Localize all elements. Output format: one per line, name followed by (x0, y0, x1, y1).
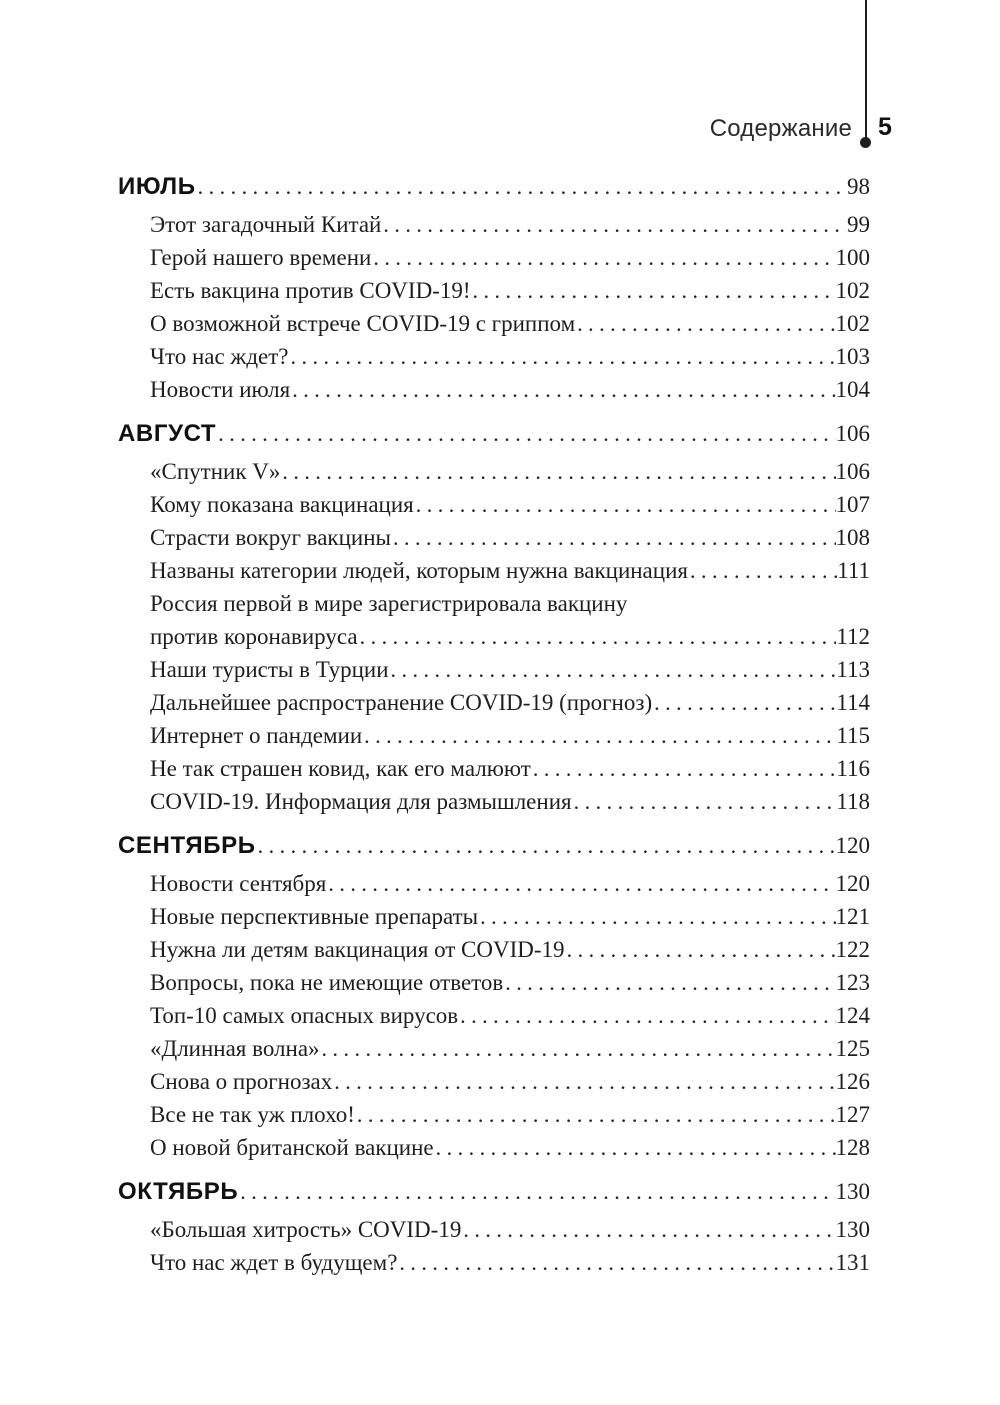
toc-entry-title: О возможной встрече COVID-19 с гриппом (150, 311, 576, 336)
toc-entry[interactable] (118, 1213, 870, 1246)
dot-leader (389, 653, 837, 686)
toc-entry-title: «Длинная волна» (150, 1036, 320, 1061)
dot-leader (414, 488, 836, 521)
toc-entry[interactable] (118, 241, 870, 274)
toc-entry-title: Снова о прогнозах (150, 1069, 333, 1094)
toc-entry-page-number: 120 (835, 871, 870, 896)
toc-entry-page-number: 125 (835, 1036, 870, 1061)
dot-leader (320, 1032, 836, 1065)
toc-entry-page-number: 104 (835, 377, 870, 402)
toc-entry[interactable] (118, 1032, 870, 1065)
month-title: ОКТЯБРЬ (118, 1178, 239, 1205)
toc-entry[interactable] (118, 966, 870, 999)
toc-entry[interactable] (118, 1131, 870, 1164)
dot-leader (371, 241, 835, 274)
toc-entry-title: Герой нашего времени (150, 245, 372, 270)
toc-entry-title: Этот загадочный Китай (150, 212, 382, 237)
toc-entry[interactable] (118, 1246, 870, 1279)
toc-entry-title: Все не так уж плохо! (150, 1102, 355, 1127)
toc-entry-page-number: 113 (836, 657, 870, 682)
dot-leader (391, 521, 836, 554)
dot-leader (288, 340, 835, 373)
toc-month-heading[interactable] (118, 415, 870, 453)
toc-entry-title: Что нас ждет? (150, 344, 289, 369)
toc-entry-title: COVID-19. Информация для размышления (150, 789, 572, 814)
toc-entry-page-number: 100 (835, 245, 870, 270)
dot-leader (355, 1098, 836, 1131)
dot-leader (358, 620, 837, 653)
toc-entry-page-number: 111 (837, 558, 870, 583)
toc-entry-title: Топ-10 самых опасных вирусов (150, 1003, 459, 1028)
dot-leader (461, 1213, 835, 1246)
dot-leader (196, 168, 847, 206)
toc-entry[interactable] (118, 1065, 870, 1098)
toc-entry-title: Кому показана вакцинация (150, 492, 414, 517)
dot-leader (332, 1065, 835, 1098)
toc-section (118, 415, 870, 818)
toc-entry-page-number: 106 (835, 459, 870, 484)
header-rule-dot (860, 137, 871, 148)
toc-entry-title: Интернет о пандемии (150, 723, 363, 748)
toc-entry-title: против коронавируса (150, 624, 358, 649)
toc-entry-page-number: 102 (835, 278, 870, 303)
toc-month-heading[interactable] (118, 827, 870, 865)
toc-entry[interactable] (118, 208, 870, 241)
toc-entry-title: Есть вакцина против COVID-19! (150, 278, 471, 303)
toc-entry[interactable] (118, 554, 870, 587)
dot-leader (280, 455, 835, 488)
month-page-number: 130 (835, 1179, 870, 1204)
toc-entry[interactable] (118, 785, 870, 818)
toc-entry[interactable] (118, 307, 870, 340)
toc-entry-title: Нужна ли детям вакцинация от COVID-19 (150, 937, 565, 962)
toc-entry-page-number: 102 (835, 311, 870, 336)
dot-leader (397, 1246, 835, 1279)
toc-section (118, 827, 870, 1164)
toc-entry[interactable] (118, 521, 870, 554)
dot-leader (503, 966, 835, 999)
toc-entry-page-number: 107 (835, 492, 870, 517)
toc-month-heading[interactable] (118, 168, 870, 206)
toc-entry-page-number: 128 (835, 1135, 870, 1160)
header-vertical-rule (865, 0, 867, 140)
toc-entry-title: О новой британской вакцине (150, 1135, 434, 1160)
toc-entry-page-number: 121 (835, 904, 870, 929)
toc-entry-page-number: 99 (847, 212, 870, 237)
dot-leader (256, 827, 836, 865)
dot-leader (471, 274, 836, 307)
month-title: СЕНТЯБРЬ (118, 832, 256, 859)
dot-leader (326, 867, 835, 900)
toc-entry-page-number: 124 (835, 1003, 870, 1028)
toc-entry-title: Страсти вокруг вакцины (150, 525, 391, 550)
toc-section (118, 1173, 870, 1279)
toc-entry-title: Новости сентября (150, 871, 327, 896)
toc-entry-page-number: 130 (835, 1217, 870, 1242)
toc-entry[interactable] (118, 686, 870, 719)
toc-entry-page-number: 122 (835, 937, 870, 962)
toc-entry-page-number: 103 (835, 344, 870, 369)
toc-entry[interactable] (118, 373, 870, 406)
dot-leader (362, 719, 836, 752)
toc-entry-page-number: 131 (835, 1250, 870, 1275)
dot-leader (290, 373, 835, 406)
toc-entry-page-number: 118 (836, 789, 870, 814)
dot-leader (575, 307, 835, 340)
toc-entry-title: Новые перспективные препараты (150, 904, 479, 929)
toc-entry-page-number: 108 (835, 525, 870, 550)
toc-entry[interactable] (118, 620, 870, 653)
dot-leader (381, 208, 847, 241)
toc-entry-title: Дальнейшее распространение COVID-19 (прогноз) (150, 690, 653, 715)
toc-entry[interactable] (118, 900, 870, 933)
toc-entry[interactable] (118, 1098, 870, 1131)
dot-leader (565, 933, 836, 966)
toc-entry[interactable] (118, 653, 870, 686)
month-page-number: 106 (835, 421, 870, 446)
dot-leader (688, 554, 837, 587)
toc-entry-page-number: 116 (836, 756, 870, 781)
dot-leader (216, 415, 835, 453)
dot-leader (478, 900, 835, 933)
dot-leader (434, 1131, 836, 1164)
toc-entry-page-number: 114 (836, 690, 870, 715)
month-title: ИЮЛЬ (118, 173, 196, 200)
toc-entry[interactable] (118, 719, 870, 752)
toc-month-heading[interactable] (118, 1173, 870, 1211)
toc-section (118, 168, 870, 406)
toc-entry-title: Новости июля (150, 377, 291, 402)
toc-entry-page-number: 115 (836, 723, 870, 748)
toc-entry[interactable] (118, 340, 870, 373)
toc-entry-title: Что нас ждет в будущем? (150, 1250, 398, 1275)
month-title: АВГУСТ (118, 420, 217, 447)
dot-leader (238, 1173, 835, 1211)
toc-entry-page-number: 126 (835, 1069, 870, 1094)
toc-entry-page-number: 123 (835, 970, 870, 995)
month-page-number: 120 (835, 833, 870, 858)
toc-entry-title: «Спутник V» (150, 459, 281, 484)
table-of-contents (118, 168, 870, 1288)
toc-entry[interactable] (118, 933, 870, 966)
dot-leader (531, 752, 837, 785)
toc-entry-page-number: 112 (836, 624, 870, 649)
toc-entry-title: «Большая хитрость» COVID-19 (150, 1217, 462, 1242)
toc-entry-title: Вопросы, пока не имеющие ответов (150, 970, 504, 995)
month-page-number: 98 (847, 174, 870, 199)
dot-leader (572, 785, 837, 818)
toc-entry-title: Не так страшен ковид, как его малюют (150, 756, 531, 781)
running-header-page-number: 5 (878, 113, 892, 141)
toc-entry[interactable] (118, 867, 870, 900)
toc-entry[interactable] (118, 274, 870, 307)
toc-entry[interactable] (118, 455, 870, 488)
running-header-title: Содержание (709, 115, 852, 142)
toc-entry[interactable] (118, 752, 870, 785)
toc-entry-title: Наши туристы в Турции (150, 657, 389, 682)
dot-leader (458, 999, 835, 1032)
toc-entry[interactable] (118, 999, 870, 1032)
toc-entry-title-line1: Россия первой в мире зарегистрировала вакцину (150, 591, 628, 616)
dot-leader (652, 686, 836, 719)
toc-entry[interactable] (118, 488, 870, 521)
toc-entry-title: Названы категории людей, которым нужна вакцинация (150, 558, 688, 583)
toc-entry-page-number: 127 (835, 1102, 870, 1127)
